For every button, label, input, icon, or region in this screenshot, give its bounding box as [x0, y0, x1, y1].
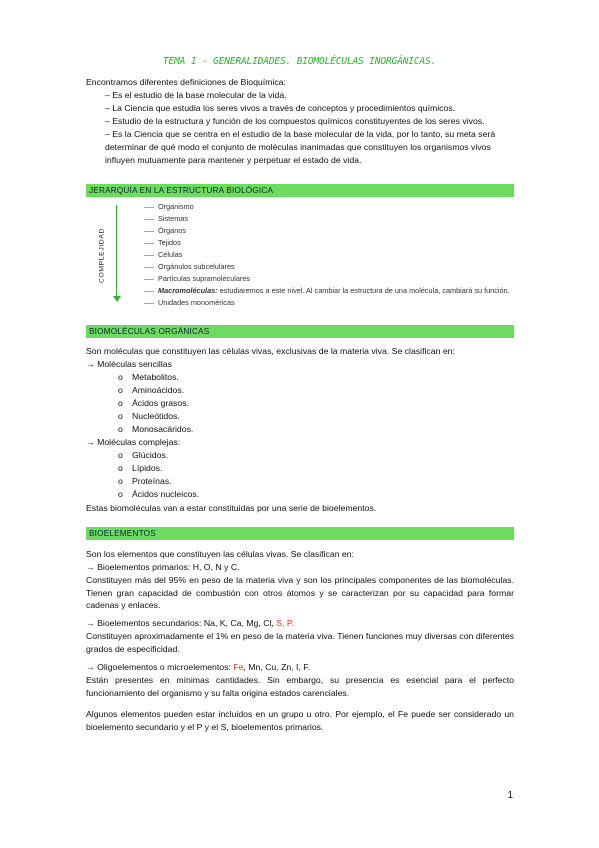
- complejidad-axis-line: [116, 205, 117, 299]
- section-heading-jerarquia: JERARQUÍA EN LA ESTRUCTURA BIOLÓGICA: [86, 184, 514, 197]
- intro-lead: Encontramos diferentes definiciones de Bioquímica:: [86, 77, 286, 87]
- hierarchy-level: Sistemas: [144, 214, 188, 224]
- hierarchy-level: Células: [144, 250, 182, 260]
- hierarchy-level: Orgánulos subcelulares: [144, 262, 235, 272]
- hierarchy-level: Partículas supramoleculares: [144, 274, 250, 284]
- intro-item-4-line-2: determinar de qué modo el conjunto de moléculas inanimadas que constituyen los organismos vivos: [105, 142, 491, 152]
- primarios-text: Constituyen más del 95% en peso de la materia viva y son los principales componentes de las biomoléculas. Tienen gran capacidad de combustión con otros átomos y se caracterizan por su capacidad para formar cadenas y enlaces.: [86, 575, 514, 611]
- list-item: o Monosacáridos.: [118, 424, 194, 434]
- list-item: o Ácidos grasos.: [118, 398, 189, 408]
- secundarios-text: Constituyen aproximadamente el 1% en peso de la materia viva. Tienen funciones muy diversas con diferentes grados de especificidad.: [86, 631, 514, 654]
- oligo-text: Están presentes en mínimas cantidades. Sin embargo, su presencia es esencial para el perfecto funcionamiento del organismo y su falta origina estados carenciales.: [86, 675, 514, 698]
- intro-item-1: – Es el estudio de la base molecular de la vida.: [105, 90, 287, 100]
- arrow-icon: →: [86, 662, 95, 672]
- page-number: 1: [507, 790, 513, 801]
- bioelementos-lead: Son los elementos que constituyen las células vivas. Se clasifican en:: [86, 549, 355, 559]
- list-item: o Lípidos.: [118, 463, 163, 473]
- hierarchy-level: Unidades monoméricas: [144, 298, 235, 308]
- oligo-label: → Oligoelementos o microelementos: Fe, Mn, Cu, Zn, I, F.: [86, 662, 311, 672]
- hierarchy-level: Tejidos: [144, 238, 181, 248]
- list-item: o Glúcidos.: [118, 450, 169, 460]
- down-arrow-icon: [113, 296, 121, 302]
- list-item: o Aminoácidos.: [118, 385, 185, 395]
- primarios-label: → Bioelementos primarios: H, O, N y C.: [86, 562, 240, 572]
- hierarchy-level-macromoleculas: Macromoléculas: estudiaremos a este nivel. Al cambiar la estructura de una molécula, cambiará su función.: [144, 286, 510, 296]
- intro-item-4-line-3: influyen mutuamente para mantener y perpetuar el estado de vida.: [105, 155, 362, 165]
- intro-item-4: – Es la Ciencia que se centra en el estudio de la base molecular de la vida, por lo tanto, su meta será: [105, 129, 496, 139]
- arrow-icon: →: [86, 359, 95, 369]
- intro-item-3: – Estudio de la estructura y función de los compuestos químicos constituyentes de los seres vivos.: [105, 116, 485, 126]
- arrow-icon: →: [86, 618, 95, 628]
- list-item: o Proteínas.: [118, 476, 172, 486]
- arrow-icon: →: [86, 437, 95, 447]
- secundarios-label: → Bioelementos secundarios: Na, K, Ca, Mg, Cl, S, P.: [86, 618, 294, 628]
- list-item: o Nucleótidos.: [118, 411, 180, 421]
- organicas-closing: Estas biomoléculas van a estar constituidas por una serie de bioelementos.: [86, 503, 377, 513]
- hierarchy-level: Órganos: [144, 226, 186, 236]
- group-sencillas: → Moléculas sencillas: [86, 359, 172, 369]
- hierarchy-level: Organismo: [144, 202, 194, 212]
- list-item: o Metabolitos.: [118, 372, 179, 382]
- group-complejas: → Moléculas complejas:: [86, 437, 181, 447]
- bioelementos-closing: Algunos elementos pueden estar incluidos en un grupo u otro. Por ejemplo, el Fe puede ser considerado un bioelemento secundario y el P y el S, bioelementos primarios.: [86, 709, 514, 732]
- complejidad-axis-label: COMPLEJIDAD: [98, 228, 106, 283]
- section-heading-bioelementos: BIOELEMENTOS: [86, 527, 514, 540]
- section-heading-organicas: BIOMOLÉCULAS ORGÁNICAS: [86, 325, 514, 338]
- intro-item-2: – La Ciencia que estudia los seres vivos a través de conceptos y procedimientos químicos.: [105, 103, 456, 113]
- arrow-icon: →: [86, 562, 95, 572]
- organicas-lead: Son moléculas que constituyen las células vivas, exclusivas de la materia viva. Se clasifican en:: [86, 346, 455, 356]
- list-item: o Ácidos nucleicos.: [118, 489, 200, 499]
- document-title: TEMA 1 - GENERALIDADES. BIOMOLÉCULAS INORGÁNICAS.: [162, 56, 437, 67]
